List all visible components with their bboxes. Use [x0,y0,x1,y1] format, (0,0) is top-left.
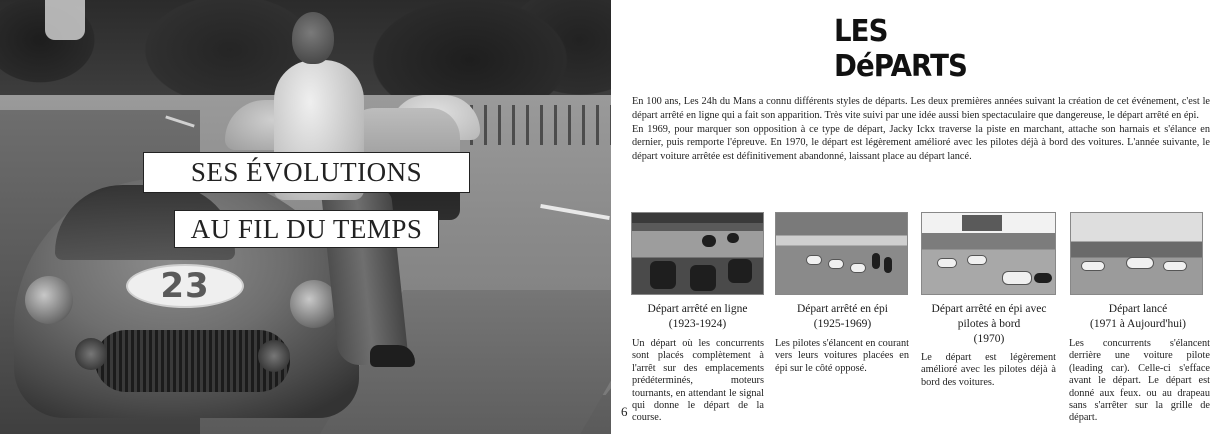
thumbnail-depart-lance [1070,212,1203,295]
car-foglight [75,338,107,370]
page-title: LES DéPARTS [834,14,967,84]
driver-head [292,12,334,64]
car-foglight [258,340,290,372]
column-text: Les pilotes s'élancent en courant vers leurs voitures placées en épi sur le côté opposé. [775,338,909,374]
column-title [920,302,1058,347]
column-text: Les concurrents s'élancent derrière une voiture pilote (leading car). Celle-ci s'efface avant le départ. Le départ est donné aux feux. ou au drapeau sans s'arrêter sur la grille de départ. [1069,338,1210,424]
column-title [775,302,910,332]
column-title-text: Départ arrêté en épi [797,303,888,315]
car-headlight [25,276,73,324]
caption-box-bottom [174,210,439,248]
sky-patch [45,0,85,40]
column-text: Un départ où les concurrents sont placés complètement à l'arrêt sur des emplacements prédéterminés, moteurs tournants, en attendant le signal qui donne le départ de la course. [632,338,764,424]
column-years: (1970) [973,333,1005,345]
column-years: (1971 à Aujourd'hui) [1090,318,1186,330]
intro-paragraph: En 100 ans, Les 24h du Mans a connu différents styles de départs. Les deux premières années suivant la création de cet événement, c'est le départ arrêté en ligne qui a fait son apparition. Très vite suivi par une idée aussi bien spectaculaire que dangereuse, le départ arrêté en épi. [632,96,1210,121]
thumbnail-depart-ligne [631,212,764,295]
driver-shoe [370,345,415,367]
caption-line-1: SES ÉVOLUTIONS [190,157,423,187]
page-number: 6 [621,404,628,419]
column-title-text: Départ lancé [1108,303,1168,315]
column-text: Le départ est légèrement amélioré avec les pilotes déjà à bord des voitures. [921,352,1056,388]
car-number-roundel [126,264,244,308]
thumbnail-depart-epi-pilotes [921,212,1056,295]
column-title-text: Départ arrêté en épi avec pilotes à bord [931,303,1047,330]
caption-box-top [143,152,470,193]
car-number: 23 [160,266,210,306]
column-title-text: Départ arrêté en ligne [647,303,748,315]
column-title [1068,302,1208,332]
caption-line-2: AU FIL DU TEMPS [190,213,423,244]
intro-paragraph: En 1969, pour marquer son opposition à ce type de départ, Jacky Ickx traverse la piste en marchant, attache son harnais et s'élance en dernier, puis remporte l'épreuve. En 1970, le départ est légèrement amélioré avec les pilotes déjà à bord des voitures. L'année suivante, le départ voiture arrêtée est définitivement abandonné, laissant place au départ lancé. [632,123,1210,163]
column-years: (1923-1924) [668,318,727,330]
column-title [631,302,764,332]
column-years: (1925-1969) [813,318,872,330]
intro-text [632,95,1210,164]
track-fence [470,105,611,145]
thumbnail-depart-epi [775,212,908,295]
